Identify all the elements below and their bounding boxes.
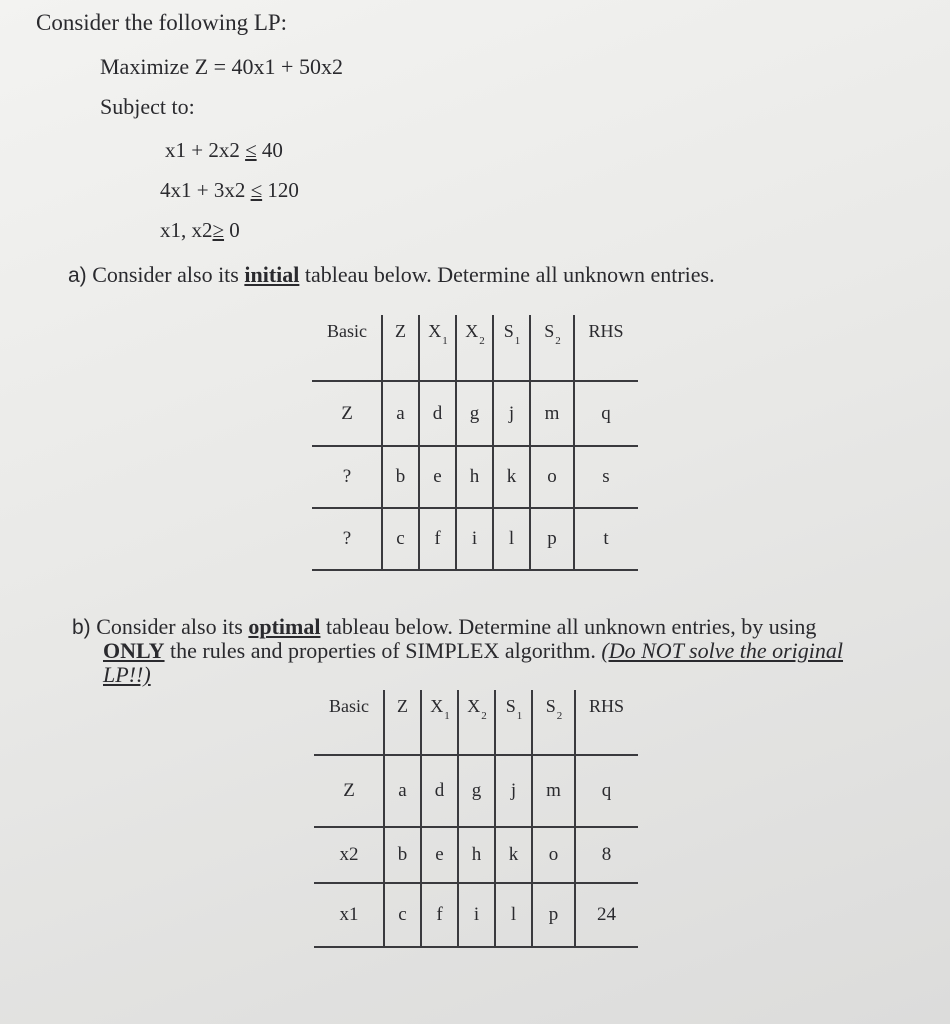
subject-to-text: Subject to: <box>100 94 195 119</box>
optimal-cell-basic: x2 <box>339 844 359 865</box>
initial-cell-x1: d <box>432 402 443 424</box>
header-label: S <box>545 696 556 716</box>
initial-header-s1 <box>493 315 530 381</box>
optimal-cell-s1: j <box>510 780 517 801</box>
optimal-header-row <box>314 690 638 755</box>
initial-row-3 <box>312 508 638 570</box>
initial-row-2 <box>312 446 638 508</box>
header-subscript: 2 <box>556 710 563 722</box>
part-b-only: ONLY <box>103 638 165 663</box>
column-divider <box>573 315 575 570</box>
header-label: Z <box>397 696 408 716</box>
part-a-text <box>68 262 715 288</box>
initial-cell-basic: ? <box>342 466 352 487</box>
objective-text: Maximize Z = 40x1 + 50x2 <box>100 54 343 79</box>
constraint-3-op: ≥ <box>212 218 225 242</box>
initial-row-1 <box>312 381 638 446</box>
column-divider <box>457 690 459 947</box>
constraint-2-lhs: 4x1 + 3x2 <box>160 178 246 202</box>
header-label: Basic <box>327 321 367 341</box>
constraint-3 <box>160 218 240 243</box>
row-divider <box>312 380 638 382</box>
constraint-2 <box>160 178 299 203</box>
row-divider <box>312 507 638 509</box>
optimal-cell-rhs: 8 <box>601 844 612 865</box>
initial-header-x1 <box>419 315 456 381</box>
constraint-3-rhs: 0 <box>229 218 240 242</box>
intro-text: Consider the following LP: <box>36 10 288 35</box>
row-divider <box>314 754 638 756</box>
header-label: RHS <box>588 321 624 341</box>
optimal-cell-rhs: q <box>601 780 612 801</box>
part-b-note: (Do NOT solve the original <box>601 638 844 663</box>
part-b-line-3 <box>103 662 151 688</box>
optimal-cell-x2: h <box>471 844 482 865</box>
column-divider <box>492 315 494 570</box>
header-label: X <box>465 321 479 341</box>
column-divider <box>418 315 420 570</box>
header-label: Z <box>395 321 406 341</box>
initial-tableau <box>312 315 638 571</box>
header-label: RHS <box>588 696 624 716</box>
initial-cell-x2: h <box>469 466 480 487</box>
initial-cell-basic: ? <box>342 528 352 549</box>
header-label: X <box>467 696 481 716</box>
optimal-header-z <box>384 690 421 755</box>
constraint-1 <box>165 138 283 163</box>
initial-header-z <box>382 315 419 381</box>
optimal-cell-rhs: 24 <box>597 904 616 925</box>
optimal-cell-x1: f <box>436 904 443 925</box>
optimal-cell-basic: x1 <box>339 904 359 925</box>
column-divider <box>494 690 496 947</box>
initial-header-basic <box>312 315 382 381</box>
initial-cell-s2: m <box>544 402 560 424</box>
part-a-label: a) <box>68 264 87 287</box>
row-divider <box>312 569 638 571</box>
optimal-row-2 <box>314 827 638 883</box>
optimal-cell-s1: k <box>508 844 519 865</box>
initial-header-s2 <box>530 315 574 381</box>
initial-cell-x1: e <box>433 466 442 487</box>
constraint-2-op: ≤ <box>250 178 263 202</box>
optimal-header-rhs <box>575 690 638 755</box>
part-b-after: tableau below. Determine all unknown entries, by using <box>325 614 817 639</box>
row-divider <box>312 445 638 447</box>
header-subscript: 2 <box>481 710 487 722</box>
constraint-1-rhs: 40 <box>261 138 283 162</box>
column-divider <box>383 690 385 947</box>
row-divider <box>314 882 638 884</box>
optimal-header-x2 <box>458 690 495 755</box>
header-subscript: 1 <box>442 335 448 347</box>
header-label: S <box>505 696 516 716</box>
column-divider <box>381 315 383 570</box>
optimal-cell-s2: p <box>548 904 559 925</box>
header-label: S <box>544 321 555 341</box>
initial-cell-z: b <box>395 466 406 487</box>
initial-cell-s1: l <box>508 528 515 549</box>
optimal-cell-x1: e <box>435 844 444 865</box>
part-b-label: b) <box>72 616 91 639</box>
header-label: X <box>430 696 444 716</box>
initial-header-x2 <box>456 315 493 381</box>
initial-cell-x1: f <box>434 528 441 549</box>
initial-cell-x2: i <box>471 528 478 549</box>
initial-cell-s2: p <box>547 528 557 549</box>
optimal-cell-x2: i <box>473 904 480 925</box>
initial-cell-rhs: q <box>601 402 611 424</box>
header-label: Basic <box>329 696 369 716</box>
column-divider <box>455 315 457 570</box>
initial-cell-basic: Z <box>341 402 353 424</box>
optimal-row-1 <box>314 755 638 827</box>
optimal-cell-basic: Z <box>343 780 355 801</box>
optimal-header-x1 <box>421 690 458 755</box>
constraint-1-op: ≤ <box>245 138 257 162</box>
initial-cell-x2: g <box>469 402 480 424</box>
column-divider <box>531 690 533 947</box>
optimal-header-s1 <box>495 690 532 755</box>
header-subscript: 1 <box>514 335 521 347</box>
header-subscript: 1 <box>444 710 450 722</box>
header-subscript: 2 <box>479 335 485 347</box>
row-divider <box>314 826 638 828</box>
part-b-line-1 <box>72 614 816 640</box>
optimal-tableau <box>314 690 638 948</box>
optimal-cell-z: b <box>397 844 408 865</box>
optimal-cell-s1: l <box>510 904 517 925</box>
optimal-cell-s2: o <box>548 844 559 865</box>
part-a-before: Consider also its <box>92 262 239 287</box>
initial-cell-rhs: t <box>603 528 609 549</box>
part-b-emphasis: optimal <box>248 614 321 639</box>
optimal-header-basic <box>314 690 384 755</box>
optimal-cell-z: c <box>398 904 407 925</box>
column-divider <box>420 690 422 947</box>
row-divider <box>314 946 638 948</box>
initial-cell-rhs: s <box>602 466 610 487</box>
part-b-line-2 <box>103 638 843 664</box>
constraint-2-rhs: 120 <box>267 178 299 202</box>
column-divider <box>574 690 576 947</box>
optimal-cell-x2: g <box>471 780 482 801</box>
constraint-1-lhs: x1 + 2x2 <box>165 138 240 162</box>
initial-header-row <box>312 315 638 381</box>
initial-header-rhs <box>574 315 638 381</box>
optimal-cell-x1: d <box>434 780 445 801</box>
header-subscript: 2 <box>555 335 561 347</box>
optimal-cell-z: a <box>398 780 407 801</box>
initial-cell-s2: o <box>547 466 557 487</box>
header-subscript: 1 <box>516 710 523 722</box>
initial-cell-s1: j <box>508 402 515 424</box>
constraint-3-lhs: x1, x2 <box>160 218 213 242</box>
optimal-row-3 <box>314 883 638 947</box>
column-divider <box>529 315 531 570</box>
optimal-cell-s2: m <box>546 780 561 801</box>
initial-cell-z: a <box>396 402 405 424</box>
part-b-before: Consider also its <box>96 614 243 639</box>
part-b-note-end: LP!!) <box>103 662 151 687</box>
optimal-header-s2 <box>532 690 575 755</box>
part-a-emphasis: initial <box>244 262 300 287</box>
header-label: X <box>428 321 442 341</box>
part-a-after: tableau below. Determine all unknown entries. <box>304 262 715 287</box>
initial-cell-s1: k <box>506 466 517 487</box>
part-b-rules: the rules and properties of SIMPLEX algorithm. <box>170 638 596 663</box>
initial-cell-z: c <box>396 528 405 549</box>
header-label: S <box>503 321 514 341</box>
